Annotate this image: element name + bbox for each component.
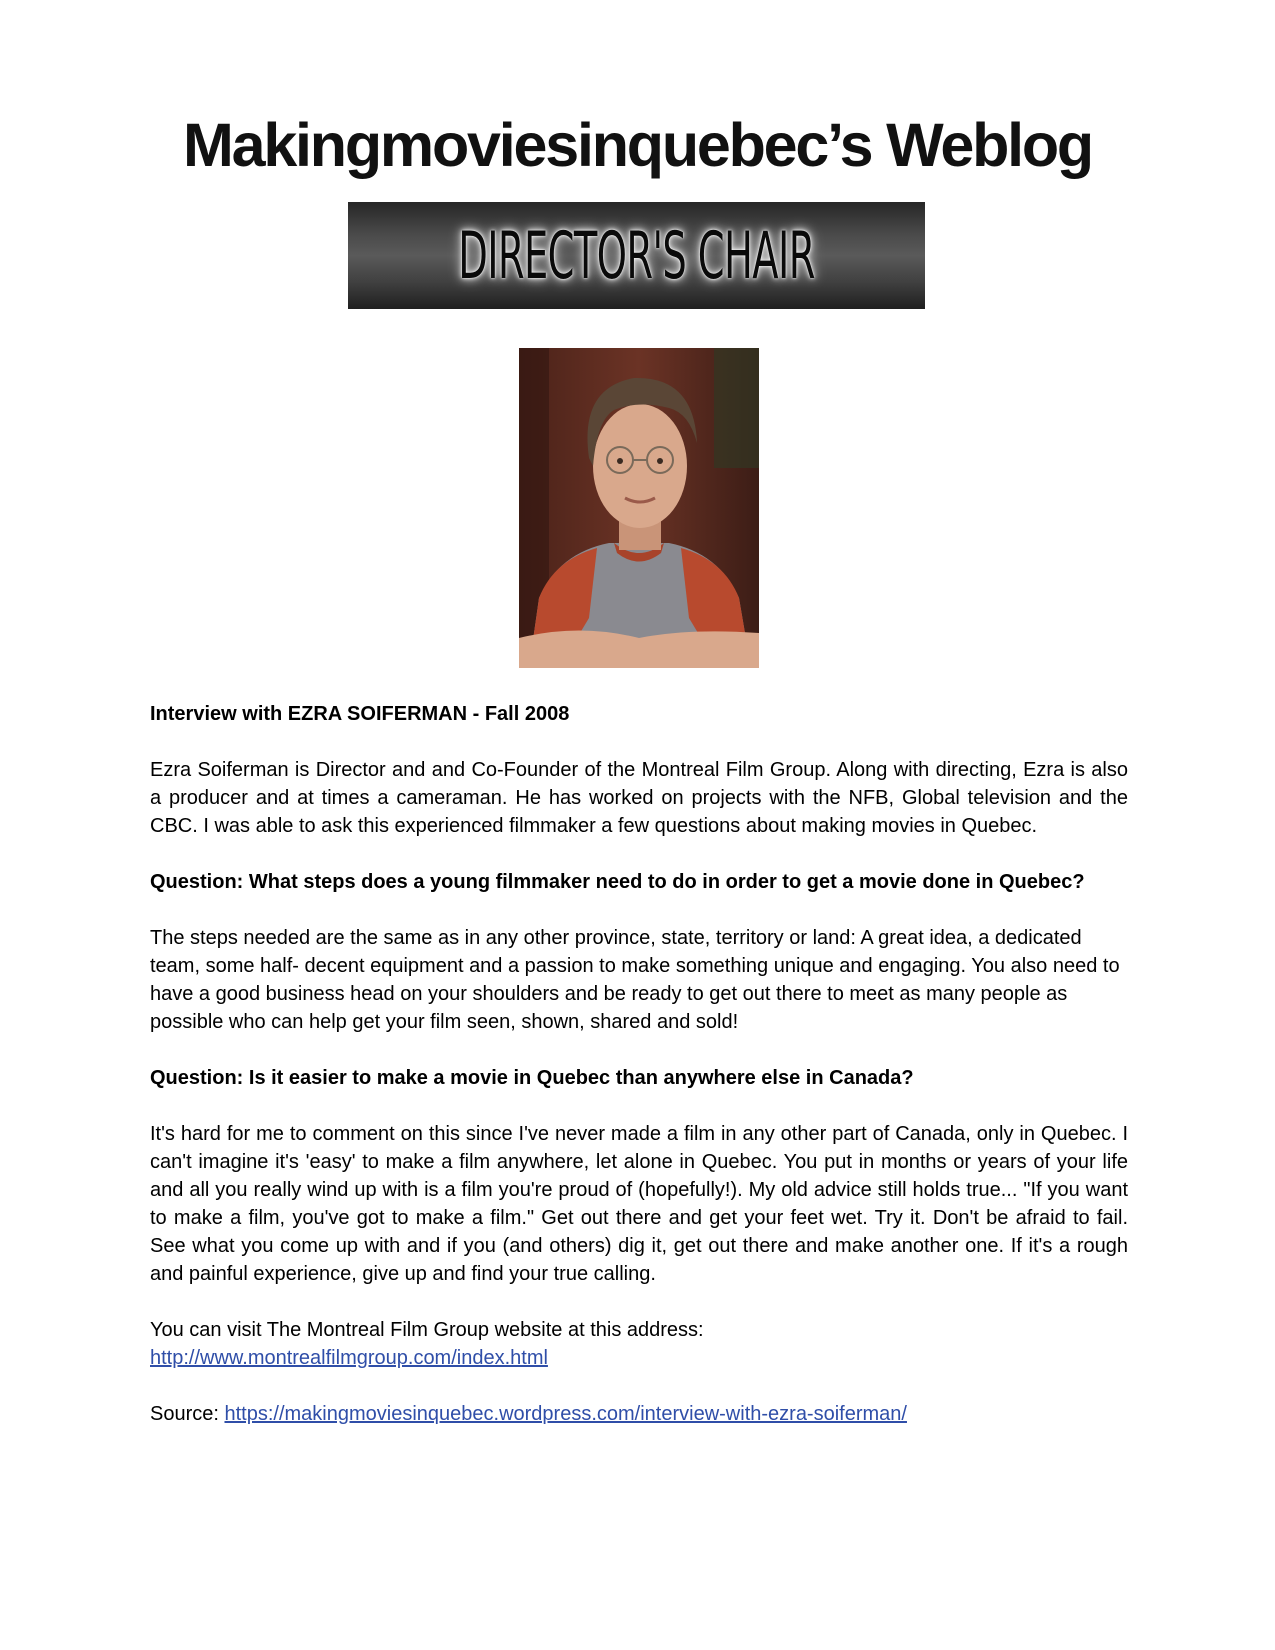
directors-chair-banner bbox=[348, 202, 925, 309]
article-body bbox=[150, 700, 1128, 1456]
intro-paragraph: Ezra Soiferman is Director and and Co-Founder of the Montreal Film Group. Along with directing, Ezra is also a producer and at times a cameraman. He has worked on projects with the NFB, Global television and the CBC. I was able to ask this experienced filmmaker a few questions about making movies in Quebec. bbox=[150, 759, 1128, 837]
montreal-film-group-link[interactable]: http://www.montrealfilmgroup.com/index.html bbox=[150, 1347, 548, 1369]
site-title: Makingmoviesinquebec’s Weblog bbox=[182, 111, 1092, 179]
visit-text: You can visit The Montreal Film Group website at this address: bbox=[150, 1319, 704, 1341]
interviewee-photo bbox=[519, 348, 759, 668]
visit-block bbox=[150, 1316, 1128, 1372]
source-link[interactable]: https://makingmoviesinquebec.wordpress.com/interview-with-ezra-soiferman/ bbox=[224, 1403, 907, 1425]
question-2: Question: Is it easier to make a movie in Quebec than anywhere else in Canada? bbox=[150, 1067, 914, 1089]
answer-2: It's hard for me to comment on this since I've never made a film in any other part of Canada, only in Quebec. I can't imagine it's 'easy' to make a film anywhere, let alone in Quebec. You put in months or years of your life and all you really wind up with is a film you're proud of (hopefully!). My old advice still holds true... "If you want to make a film, you've got to make a film." Get out there and get your feet wet. Try it. Don't be afraid to fail. See what you come up with and if you (and others) dig it, get out there and make another one. If it's a rough and painful experience, give up and find your true calling. bbox=[150, 1123, 1128, 1285]
article-title: Interview with EZRA SOIFERMAN - Fall 2008 bbox=[150, 703, 570, 725]
source-block bbox=[150, 1400, 1128, 1428]
person-portrait-icon bbox=[519, 348, 759, 668]
banner-text: DIRECTOR'S CHAIR bbox=[458, 217, 815, 294]
question-1: Question: What steps does a young filmmaker need to do in order to get a movie done in Quebec? bbox=[150, 871, 1085, 893]
answer-1: The steps needed are the same as in any other province, state, territory or land: A great idea, a dedicated team, some half- decent equipment and a passion to make something unique and engaging. You also need to have a good business head on your shoulders and be ready to get out there to meet as many people as possible who can help get your film seen, shown, shared and sold! bbox=[150, 927, 1120, 1033]
source-label: Source: bbox=[150, 1403, 225, 1425]
